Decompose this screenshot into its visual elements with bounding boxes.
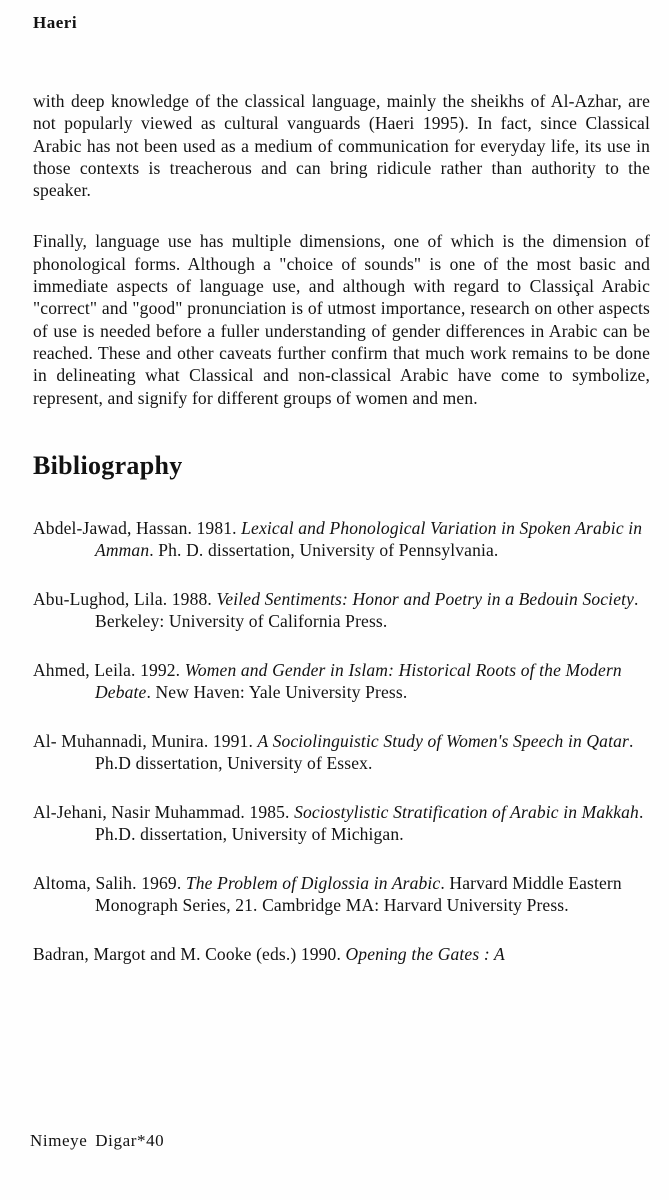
- bib-text: Altoma, Salih. 1969.: [33, 872, 186, 893]
- bib-text: . Ph. D. dissertation, University of Pennsylvania.: [149, 540, 499, 561]
- body-column: [33, 90, 650, 991]
- bibliography-entry: [33, 872, 650, 917]
- bibliography-entry: [33, 943, 650, 966]
- bib-text: . Ph.D. dissertation, University of Michigan.: [95, 801, 644, 845]
- bibliography-entry: [33, 659, 650, 704]
- bib-title-italic: The Problem of Diglossia in Arabic: [185, 872, 441, 893]
- bibliography-heading: Bibliography: [33, 450, 183, 480]
- bib-text: . Ph.D dissertation, University of Essex.: [95, 730, 634, 774]
- bib-title-italic: Women and Gender in Islam: Historical Roots of the Modern Debate: [95, 659, 622, 703]
- bib-text: Al-Jehani, Nasir Muhammad. 1985.: [33, 801, 295, 822]
- bib-text: . New Haven: Yale University Press.: [146, 682, 408, 703]
- bib-title-italic: A Sociolinguistic Study of Women's Speech in Qatar: [257, 730, 629, 751]
- running-head: Haeri: [33, 13, 78, 32]
- bib-text: Abu-Lughod, Lila. 1988.: [33, 588, 217, 609]
- bib-text: Al- Muhannadi, Munira. 1991.: [33, 730, 258, 751]
- bib-text: Ahmed, Leila. 1992.: [33, 659, 185, 680]
- bib-text: . Berkeley: University of California Press.: [95, 588, 639, 632]
- bib-text: . Harvard Middle Eastern Monograph Series, 21. Cambridge MA: Harvard University Press.: [95, 872, 622, 916]
- paragraph-2: Finally, language use has multiple dimensions, one of which is the dimension of phonological forms. Although a "choice of sounds" is one of the most basic and immediate aspects of language use, and although with regard to Classiçal Arabic "correct" and "good" pronunciation is of utmost importance, research on other aspects of use is needed before a fuller understanding of gender differences in Arabic can be reached. These and other caveats further confirm that much work remains to be done in delineating what Classical and non-classical Arabic have come to symbolize, represent, and signify for different groups of women and men.: [33, 231, 650, 408]
- bibliography-list: [33, 517, 650, 966]
- bibliography-entry: [33, 588, 650, 633]
- paragraph-1: with deep knowledge of the classical language, mainly the sheikhs of Al-Azhar, are not popularly viewed as cultural vanguards (Haeri 1995). In fact, since Classical Arabic has not been used as a medium of communication for everyday life, its use in those contexts is treacherous and can bring ridicule rather than authority to the speaker.: [33, 91, 650, 201]
- bibliography-entry: [33, 517, 650, 562]
- bib-text: Badran, Margot and M. Cooke (eds.) 1990.: [33, 943, 346, 964]
- bib-text: Abdel-Jawad, Hassan. 1981.: [33, 517, 242, 538]
- bib-title-italic: Opening the Gates : A: [345, 943, 505, 964]
- bibliography-entry: [33, 730, 650, 775]
- bib-title-italic: Sociostylistic Stratification of Arabic in Makkah: [294, 801, 639, 822]
- bib-title-italic: Veiled Sentiments: Honor and Poetry in a Bedouin Society: [216, 588, 635, 609]
- page-footer: Nimeye Digar*40: [30, 1131, 165, 1150]
- bibliography-entry: [33, 801, 650, 846]
- bib-title-italic: Lexical and Phonological Variation in Spoken Arabic in Amman: [95, 517, 643, 561]
